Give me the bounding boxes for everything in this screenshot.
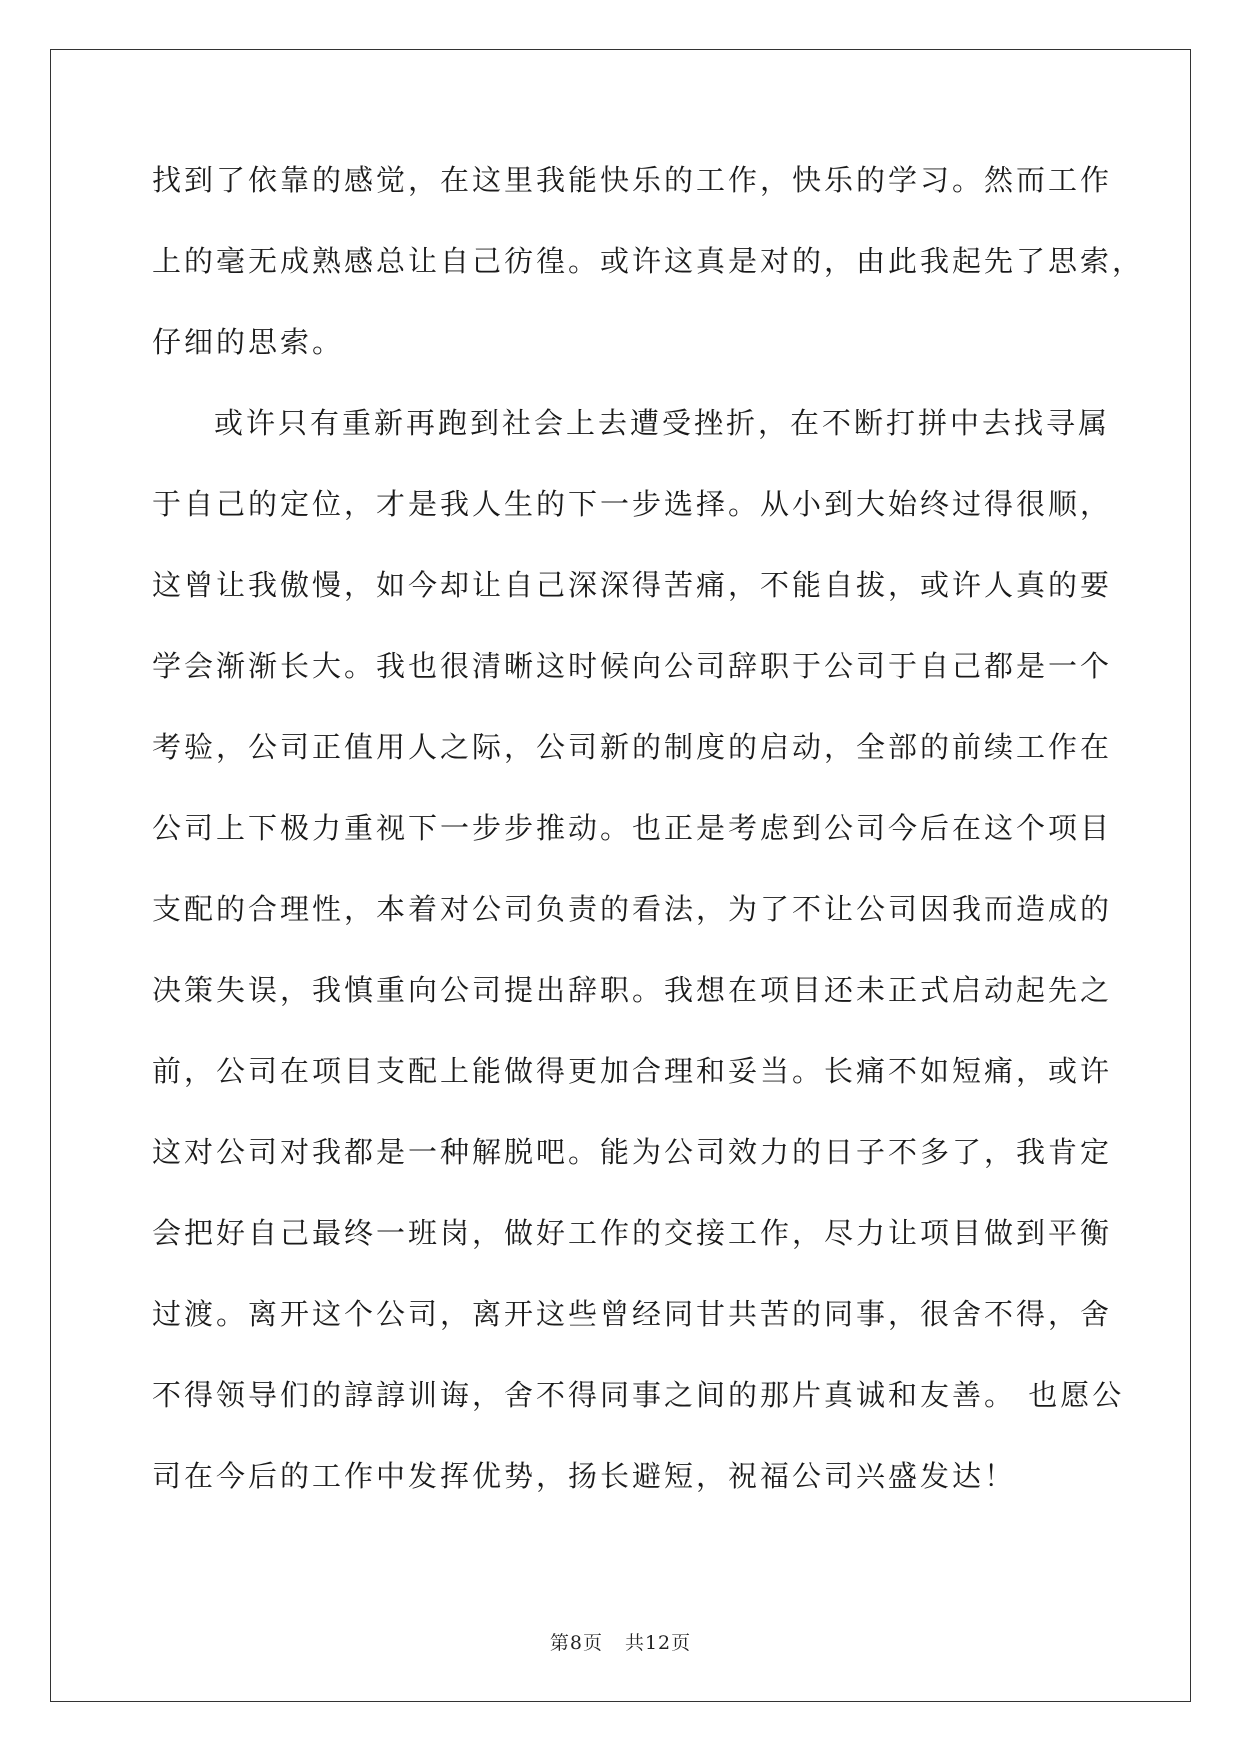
text-line: 于自己的定位，才是我人生的下一步选择。从小到大始终过得很顺， (152, 487, 1113, 521)
page-total: 共12页 (624, 1632, 692, 1654)
text-line: 或许只有重新再跑到社会上去遭受挫折，在不断打拼中去找寻属 (214, 406, 1111, 440)
page-footer (0, 1628, 1241, 1655)
text-line: 司在今后的工作中发挥优势，扬长避短，祝福公司兴盛发达！ (152, 1459, 1017, 1493)
text-line: 找到了依靠的感觉，在这里我能快乐的工作，快乐的学习。然而工作 (152, 163, 1113, 197)
text-line: 前，公司在项目支配上能做得更加合理和妥当。长痛不如短痛，或许 (152, 1054, 1113, 1088)
text-line: 会把好自己最终一班岗，做好工作的交接工作，尽力让项目做到平衡 (152, 1216, 1113, 1250)
text-line: 上的毫无成熟感总让自己彷徨。或许这真是对的，由此我起先了思索， (152, 244, 1145, 278)
text-line: 仔细的思索。 (152, 325, 345, 359)
text-line: 不得领导们的諄諄训诲，舍不得同事之间的那片真诚和友善。 也愿公 (152, 1378, 1125, 1412)
text-line: 学会渐渐长大。我也很清晰这时候向公司辞职于公司于自己都是一个 (152, 649, 1113, 683)
paragraph-1 (152, 160, 1145, 403)
text-line: 支配的合理性，本着对公司负责的看法，为了不让公司因我而造成的 (152, 892, 1113, 926)
text-line: 过渡。离开这个公司，离开这些曾经同甘共苦的同事，很舍不得，舍 (152, 1297, 1113, 1331)
paragraph-2 (152, 403, 1125, 1537)
text-line: 这曾让我傲慢，如今却让自己深深得苦痛，不能自拔，或许人真的要 (152, 568, 1113, 602)
text-line: 这对公司对我都是一种解脱吧。能为公司效力的日子不多了，我肯定 (152, 1135, 1113, 1169)
text-line: 考验，公司正值用人之际，公司新的制度的启动，全部的前续工作在 (152, 730, 1113, 764)
page-number: 第8页 (549, 1632, 603, 1654)
text-line: 决策失误，我慎重向公司提出辞职。我想在项目还未正式启动起先之 (152, 973, 1113, 1007)
text-line: 公司上下极力重视下一步步推动。也正是考虑到公司今后在这个项目 (152, 811, 1113, 845)
document-body (152, 160, 1145, 1537)
